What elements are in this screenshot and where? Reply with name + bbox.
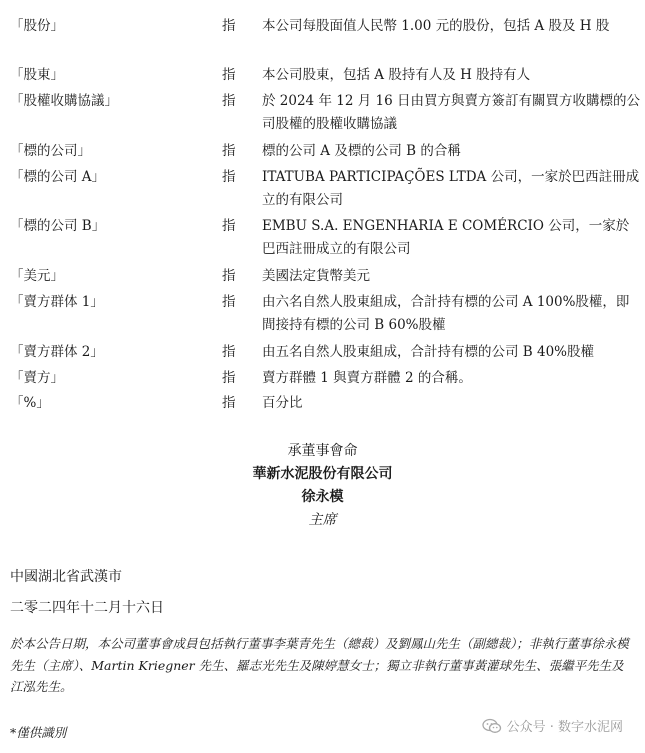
definition-marker: 指	[222, 218, 236, 234]
definition-term: 「股東」	[10, 67, 64, 83]
definition-marker: 指	[222, 344, 236, 360]
definition-term: 「股份」	[10, 18, 64, 34]
definition-term: 「標的公司」	[10, 143, 91, 159]
definition-marker: 指	[222, 395, 236, 411]
definition-term: 「賣方群体 2」	[10, 344, 104, 360]
definition-marker: 指	[222, 370, 236, 386]
location: 中國湖北省武漢市	[10, 569, 122, 585]
date: 二零二四年十二月十六日	[10, 600, 164, 616]
definition-text: 標的公司 A 及標的公司 B 的合稱	[262, 143, 461, 159]
definition-term: 「標的公司 A」	[10, 169, 106, 185]
definition-text: 由六名自然人股東組成，合計持有標的公司 A 100%股權，即間接持有標的公司 B 60%股權	[262, 294, 630, 333]
footnote: *僅供識別	[10, 725, 67, 740]
definition-marker: 指	[222, 18, 236, 34]
definition-term: 「股權收購協議」	[10, 93, 118, 109]
wechat-icon	[482, 718, 502, 734]
company-name: 華新水泥股份有限公司	[252, 466, 393, 482]
definition-term: 「賣方」	[10, 370, 64, 386]
definition-text: ITATUBA PARTICIPAÇÕES LTDA 公司，一家於巴西註冊成立的有限公司	[262, 169, 640, 208]
definition-marker: 指	[222, 169, 236, 185]
watermark	[482, 716, 623, 735]
chairman-name: 徐永模	[301, 489, 344, 505]
board-statement: 於本公告日期，本公司董事會成員包括執行董事李葉青先生（總裁）及劉鳳山先生（副總裁）；非執行董事徐永模先生（主席）、Martin Kriegner 先生、羅志光先生及陳婷慧女士；獨立非執行董事黃灌球先生、張繼平先生及江泓先生。	[10, 636, 629, 694]
chairman-title: 主席	[308, 512, 337, 528]
definition-text: 美國法定貨幣美元	[262, 268, 370, 284]
definition-text: 由五名自然人股東組成，合計持有標的公司 B 40%股權	[262, 344, 595, 360]
watermark-text: 公众号 · 数字水泥网	[506, 720, 623, 735]
definition-text: 本公司股東，包括 A 股持有人及 H 股持有人	[262, 67, 531, 83]
definition-marker: 指	[222, 143, 236, 159]
definition-term: 「%」	[10, 395, 50, 411]
definition-marker: 指	[222, 268, 236, 284]
definition-marker: 指	[222, 294, 236, 310]
definition-text: 賣方群體 1 與賣方群體 2 的合稱。	[262, 370, 472, 386]
definition-term: 「標的公司 B」	[10, 218, 106, 234]
definition-term: 「賣方群体 1」	[10, 294, 104, 310]
definition-marker: 指	[222, 93, 236, 109]
definition-text: 百分比	[262, 395, 303, 411]
definition-marker: 指	[222, 67, 236, 83]
definition-text: 本公司每股面值人民幣 1.00 元的股份，包括 A 股及 H 股	[262, 18, 610, 34]
definition-term: 「美元」	[10, 268, 64, 284]
definition-text: 於 2024 年 12 月 16 日由買方與賣方簽訂有關買方收購標的公司股權的股權收購協議	[262, 93, 640, 132]
signature-line: 承董事會命	[287, 443, 358, 459]
definition-text: EMBU S.A. ENGENHARIA E COMÉRCIO 公司，一家於巴西註冊成立的有限公司	[262, 218, 630, 257]
